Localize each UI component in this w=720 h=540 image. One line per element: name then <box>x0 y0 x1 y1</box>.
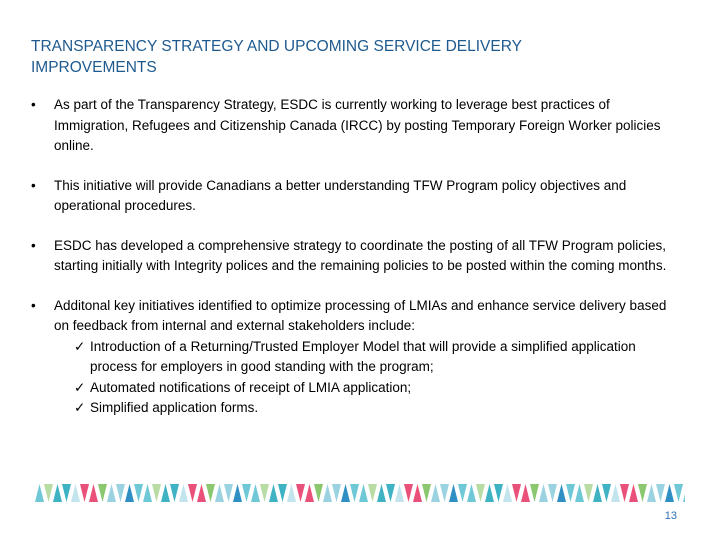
ribbon-triangle <box>35 484 44 502</box>
ribbon-triangle <box>566 484 575 502</box>
ribbon-triangle <box>179 484 188 502</box>
ribbon-triangle <box>359 484 368 502</box>
ribbon-triangle <box>557 484 566 502</box>
ribbon-triangle <box>134 484 143 502</box>
ribbon-triangle <box>197 484 206 502</box>
ribbon-triangle <box>287 484 296 502</box>
ribbon-triangle <box>98 484 107 502</box>
ribbon-triangle <box>683 484 685 502</box>
ribbon-triangle <box>305 484 314 502</box>
sub-bullet-item-3 <box>74 398 681 419</box>
sub-bullet-list <box>54 337 681 419</box>
bullet-item-3 <box>31 236 681 277</box>
ribbon-triangle <box>449 484 458 502</box>
ribbon-triangle <box>341 484 350 502</box>
ribbon-triangle <box>350 484 359 502</box>
ribbon-triangle <box>278 484 287 502</box>
bullet-icon: • <box>31 297 36 313</box>
ribbon-triangle <box>116 484 125 502</box>
ribbon-triangle <box>620 484 629 502</box>
ribbon-triangle <box>638 484 647 502</box>
ribbon-triangle <box>413 484 422 502</box>
sub-bullet-item-2 <box>74 378 681 399</box>
ribbon-triangle <box>458 484 467 502</box>
decorative-triangle-ribbon <box>35 484 685 502</box>
ribbon-triangle <box>296 484 305 502</box>
ribbon-triangle <box>314 484 323 502</box>
ribbon-triangle <box>71 484 80 502</box>
ribbon-triangle <box>233 484 242 502</box>
ribbon-triangle <box>242 484 251 502</box>
ribbon-triangle <box>161 484 170 502</box>
ribbon-triangle <box>53 484 62 502</box>
ribbon-triangle <box>674 484 683 502</box>
ribbon-triangle <box>575 484 584 502</box>
ribbon-triangle <box>422 484 431 502</box>
sub-bullet-text: Automated notifications of receipt of LMIA application; <box>90 379 412 395</box>
ribbon-triangle <box>44 484 53 502</box>
ribbon-triangle <box>395 484 404 502</box>
ribbon-triangle <box>476 484 485 502</box>
ribbon-triangle <box>629 484 638 502</box>
ribbon-triangle <box>170 484 179 502</box>
bullet-icon: • <box>31 177 36 193</box>
bullet-item-1 <box>31 95 681 157</box>
ribbon-triangle <box>548 484 557 502</box>
ribbon-triangle <box>404 484 413 502</box>
ribbon-triangle <box>62 484 71 502</box>
page-number: 13 <box>664 510 677 522</box>
checkmark-icon: ✓ <box>74 400 86 415</box>
ribbon-triangle <box>80 484 89 502</box>
checkmark-icon: ✓ <box>74 379 86 395</box>
ribbon-triangle <box>539 484 548 502</box>
ribbon-triangle <box>521 484 530 502</box>
ribbon-triangle <box>431 484 440 502</box>
ribbon-triangle <box>224 484 233 502</box>
ribbon-triangle <box>512 484 521 502</box>
ribbon-triangle <box>143 484 152 502</box>
bullet-text: ESDC has developed a comprehensive strategy to coordinate the posting of all TFW Program policies, starting initially with Integrity polices and the remaining policies to be posted within the coming months. <box>54 237 667 273</box>
ribbon-triangle <box>323 484 332 502</box>
bullet-item-4 <box>31 296 681 419</box>
bullet-list <box>31 95 681 438</box>
sub-bullet-item-1 <box>74 337 681 378</box>
ribbon-triangle <box>584 484 593 502</box>
bullet-text: This initiative will provide Canadians a better understanding TFW Program policy objectives and operational procedures. <box>54 177 627 213</box>
ribbon-triangle <box>611 484 620 502</box>
ribbon-triangle <box>125 484 134 502</box>
ribbon-triangle <box>332 484 341 502</box>
ribbon-triangle <box>377 484 386 502</box>
ribbon-triangle <box>647 484 656 502</box>
ribbon-triangle <box>215 484 224 502</box>
bullet-icon: • <box>31 237 36 253</box>
checkmark-icon: ✓ <box>74 338 86 354</box>
sub-bullet-text: Introduction of a Returning/Trusted Employer Model that will provide a simplified application process for employers in good standing with the program; <box>90 338 636 374</box>
slide-title: TRANSPARENCY STRATEGY AND UPCOMING SERVICE DELIVERY IMPROVEMENTS <box>31 38 522 76</box>
ribbon-triangle <box>251 484 260 502</box>
ribbon-triangle <box>188 484 197 502</box>
ribbon-triangle <box>440 484 449 502</box>
ribbon-triangle <box>269 484 278 502</box>
ribbon-triangle <box>485 484 494 502</box>
ribbon-triangle <box>602 484 611 502</box>
ribbon-triangle <box>665 484 674 502</box>
ribbon-triangle <box>494 484 503 502</box>
bullet-text: As part of the Transparency Strategy, ESDC is currently working to leverage best practices of Immigration, Refugees and Citizenship Canada (IRCC) by posting Temporary Foreign Worker policies online. <box>54 97 661 153</box>
ribbon-triangle <box>503 484 512 502</box>
bullet-icon: • <box>31 97 36 112</box>
bullet-text: Additonal key initiatives identified to optimize processing of LMIAs and enhance service delivery based on feedback from internal and external stakeholders include: <box>54 297 667 333</box>
ribbon-triangle <box>530 484 539 502</box>
ribbon-triangle <box>386 484 395 502</box>
ribbon-triangle <box>89 484 98 502</box>
ribbon-triangle <box>152 484 161 502</box>
ribbon-triangle <box>368 484 377 502</box>
ribbon-triangle <box>260 484 269 502</box>
ribbon-triangle <box>107 484 116 502</box>
bullet-item-2 <box>31 176 681 217</box>
ribbon-triangle <box>206 484 215 502</box>
ribbon-triangle <box>467 484 476 502</box>
ribbon-triangle <box>656 484 665 502</box>
sub-bullet-text: Simplified application forms. <box>90 400 259 415</box>
ribbon-triangle <box>593 484 602 502</box>
